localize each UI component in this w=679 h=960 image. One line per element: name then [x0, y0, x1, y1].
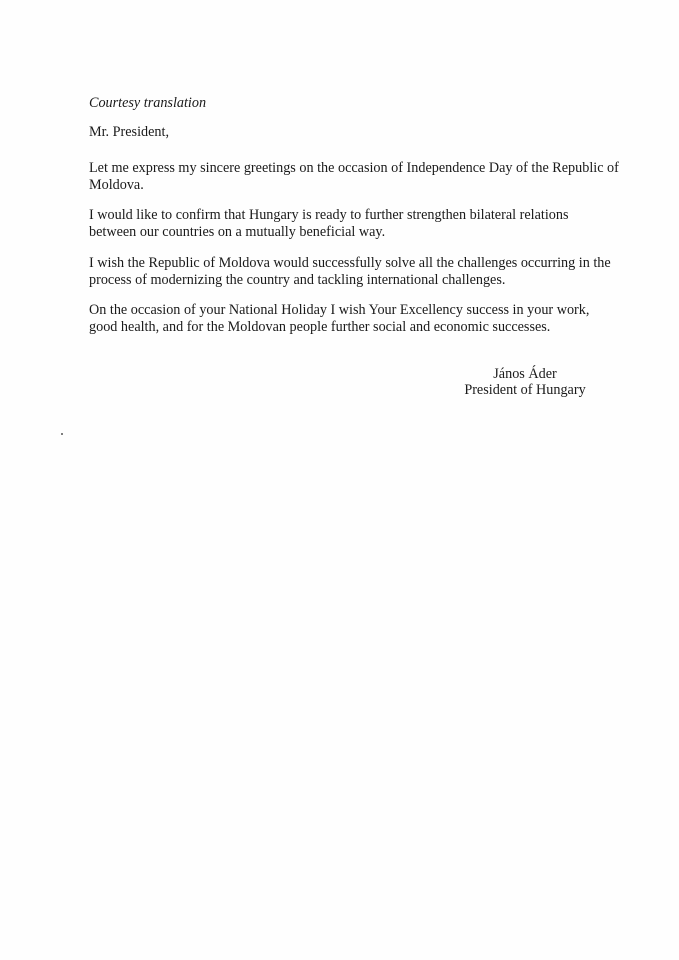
- scan-speck: [61, 433, 63, 435]
- salutation: Mr. President,: [89, 124, 169, 140]
- paragraph-bilateral-relations: I would like to confirm that Hungary is ready to further strengthen bilateral relations between our countries on a mutually beneficial way.: [89, 207, 569, 240]
- paragraph-holiday-wishes: On the occasion of your National Holiday I wish Your Excellency success in your work, good health, and for the Moldovan people further social and economic successes.: [89, 302, 590, 335]
- paragraph-greetings: Let me express my sincere greetings on the occasion of Independence Day of the Republic of Moldova.: [89, 160, 619, 193]
- signature-title: President of Hungary: [464, 382, 586, 398]
- signature-name: János Áder: [493, 366, 557, 382]
- paragraph-challenges: I wish the Republic of Moldova would successfully solve all the challenges occurring in the process of modernizing the country and tackling international challenges.: [89, 255, 611, 288]
- courtesy-translation-note: Courtesy translation: [89, 95, 207, 111]
